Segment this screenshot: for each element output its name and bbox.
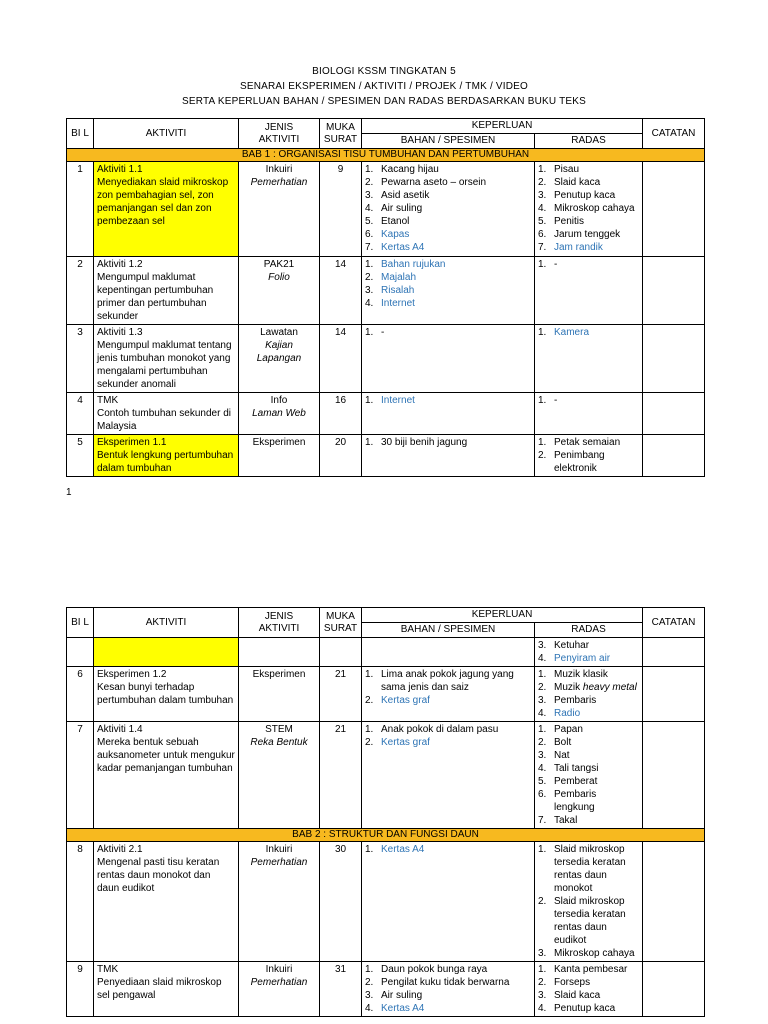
materials-cell: 1. Kacang hijau 2. Pewarna aseto – orsein 3. Asid asetik 4. Air suling 5. Etanol 6. Kapas 7. Kertas A4 <box>362 162 535 257</box>
notes-cell <box>643 325 705 393</box>
activity-cell: Aktiviti 1.4 Mereka bentuk sebuah auksanometer untuk mengukur kadar pemanjangan tumbuhan <box>94 722 239 829</box>
col-header-radas: RADAS <box>535 623 643 638</box>
type-cell: Eksperimen <box>239 667 320 722</box>
materials-cell: 1. Internet <box>362 393 535 435</box>
table-row <box>67 722 705 829</box>
row-number: 8 <box>67 842 94 962</box>
table-page-2 <box>66 607 705 1017</box>
apparatus-cell: 1. Kamera <box>535 325 643 393</box>
apparatus-cell: 1. Kanta pembesar 2. Forseps 3. Slaid kaca 4. Penutup kaca <box>535 962 643 1017</box>
type-cell: Inkuiri Pemerhatian <box>239 162 320 257</box>
apparatus-cell: 3. Ketuhar 4. Penyiram air <box>535 638 643 667</box>
table-page-1 <box>66 118 705 477</box>
activity-cell: Aktiviti 1.3 Mengumpul maklumat tentang jenis tumbuhan monokot yang mengalami pertumbuhan sekunder anomali <box>94 325 239 393</box>
col-header-radas: RADAS <box>535 134 643 149</box>
page-cell: 21 <box>320 722 362 829</box>
row-number: 7 <box>67 722 94 829</box>
page-cell: 16 <box>320 393 362 435</box>
materials-cell: 1. - <box>362 325 535 393</box>
row-number: 4 <box>67 393 94 435</box>
type-cell: PAK21 Folio <box>239 257 320 325</box>
table-row <box>67 435 705 477</box>
activity-cell <box>94 638 239 667</box>
type-cell: Info Laman Web <box>239 393 320 435</box>
notes-cell <box>643 842 705 962</box>
activity-cell: Aktiviti 1.1 Menyediakan slaid mikroskop zon pembahagian sel, zon pemanjangan sel dan zon pembezaan sel <box>94 162 239 257</box>
table-row <box>67 393 705 435</box>
col-header-bil: BI L <box>67 608 94 638</box>
page-cell: 31 <box>320 962 362 1017</box>
materials-cell: 1. Anak pokok di dalam pasu 2. Kertas graf <box>362 722 535 829</box>
notes-cell <box>643 722 705 829</box>
col-header-jenis: JENIS AKTIVITI <box>239 608 320 638</box>
row-number: 6 <box>67 667 94 722</box>
materials-cell: 1. Bahan rujukan 2. Majalah 3. Risalah 4. Internet <box>362 257 535 325</box>
apparatus-cell: 1. - <box>535 257 643 325</box>
page-number: 1 <box>66 487 72 498</box>
table-row <box>67 257 705 325</box>
page-cell: 14 <box>320 325 362 393</box>
table-row <box>67 325 705 393</box>
type-cell: Eksperimen <box>239 435 320 477</box>
activity-cell: Eksperimen 1.1 Bentuk lengkung pertumbuhan dalam tumbuhan <box>94 435 239 477</box>
activity-cell: Aktiviti 1.2 Mengumpul maklumat kepentingan pertumbuhan primer dan pertumbuhan sekunder <box>94 257 239 325</box>
materials-cell: 1. Daun pokok bunga raya 2. Pengilat kuku tidak berwarna 3. Air suling 4. Kertas A4 <box>362 962 535 1017</box>
col-header-muka: MUKA SURAT <box>320 608 362 638</box>
materials-cell: 1. Lima anak pokok jagung yang sama jenis dan saiz 2. Kertas graf <box>362 667 535 722</box>
col-header-muka: MUKA SURAT <box>320 119 362 149</box>
page-cell: 20 <box>320 435 362 477</box>
notes-cell <box>643 962 705 1017</box>
chapter-row <box>67 149 705 162</box>
notes-cell <box>643 667 705 722</box>
page-cell: 9 <box>320 162 362 257</box>
header-line-2: SENARAI EKSPERIMEN / AKTIVITI / PROJEK / TMK / VIDEO <box>239 81 529 92</box>
chapter-title: BAB 2 : STRUKTUR DAN FUNGSI DAUN <box>67 829 705 842</box>
col-header-keperluan: KEPERLUAN <box>362 608 643 623</box>
col-header-jenis: JENIS AKTIVITI <box>239 119 320 149</box>
row-number: 3 <box>67 325 94 393</box>
type-cell: Inkuiri Pemerhatian <box>239 962 320 1017</box>
document-header <box>0 64 768 109</box>
col-header-catatan: CATATAN <box>643 119 705 149</box>
table-row <box>67 667 705 722</box>
type-cell: Inkuiri Pemerhatian <box>239 842 320 962</box>
col-header-aktiviti: AKTIVITI <box>94 608 239 638</box>
notes-cell <box>643 393 705 435</box>
col-header-bil: BI L <box>67 119 94 149</box>
table-row <box>67 962 705 1017</box>
notes-cell <box>643 162 705 257</box>
header-line-1: BIOLOGI KSSM TINGKATAN 5 <box>312 66 456 77</box>
type-cell: STEM Reka Bentuk <box>239 722 320 829</box>
apparatus-cell: 1. Petak semaian 2. Penimbang elektronik <box>535 435 643 477</box>
apparatus-cell: 1. Slaid mikroskop tersedia keratan rentas daun monokot 2. Slaid mikroskop tersedia keratan rentas daun eudikot 3. Mikroskop cahaya <box>535 842 643 962</box>
type-cell: Lawatan Kajian Lapangan <box>239 325 320 393</box>
col-header-catatan: CATATAN <box>643 608 705 638</box>
row-number: 5 <box>67 435 94 477</box>
activity-cell: TMK Penyediaan slaid mikroskop sel pengawal <box>94 962 239 1017</box>
col-header-keperluan: KEPERLUAN <box>362 119 643 134</box>
apparatus-cell: 1. Muzik klasik 2. Muzik heavy metal 3. Pembaris 4. Radio <box>535 667 643 722</box>
activity-cell: Aktiviti 2.1 Mengenal pasti tisu keratan rentas daun monokot dan daun eudikot <box>94 842 239 962</box>
apparatus-cell: 1. Pisau 2. Slaid kaca 3. Penutup kaca 4. Mikroskop cahaya 5. Penitis 6. Jarum tenggek 7. Jam randik <box>535 162 643 257</box>
apparatus-cell: 1. Papan 2. Bolt 3. Nat 4. Tali tangsi 5. Pemberat 6. Pembaris lengkung 7. Takal <box>535 722 643 829</box>
notes-cell <box>643 257 705 325</box>
col-header-bahan: BAHAN / SPESIMEN <box>362 134 535 149</box>
table-row <box>67 842 705 962</box>
row-number: 1 <box>67 162 94 257</box>
col-header-aktiviti: AKTIVITI <box>94 119 239 149</box>
col-header-bahan: BAHAN / SPESIMEN <box>362 623 535 638</box>
materials-cell: 1. Kertas A4 <box>362 842 535 962</box>
table-row <box>67 638 705 667</box>
row-number: 9 <box>67 962 94 1017</box>
table-row <box>67 162 705 257</box>
materials-cell: 1. 30 biji benih jagung <box>362 435 535 477</box>
page-cell: 14 <box>320 257 362 325</box>
chapter-row <box>67 829 705 842</box>
activity-cell: TMK Contoh tumbuhan sekunder di Malaysia <box>94 393 239 435</box>
header-line-3: SERTA KEPERLUAN BAHAN / SPESIMEN DAN RADAS BERDASARKAN BUKU TEKS <box>181 96 587 107</box>
apparatus-cell: 1. - <box>535 393 643 435</box>
activity-cell: Eksperimen 1.2 Kesan bunyi terhadap pertumbuhan dalam tumbuhan <box>94 667 239 722</box>
row-number: 2 <box>67 257 94 325</box>
page-cell: 30 <box>320 842 362 962</box>
page-cell: 21 <box>320 667 362 722</box>
notes-cell <box>643 435 705 477</box>
chapter-title: BAB 1 : ORGANISASI TISU TUMBUHAN DAN PERTUMBUHAN <box>67 149 705 162</box>
